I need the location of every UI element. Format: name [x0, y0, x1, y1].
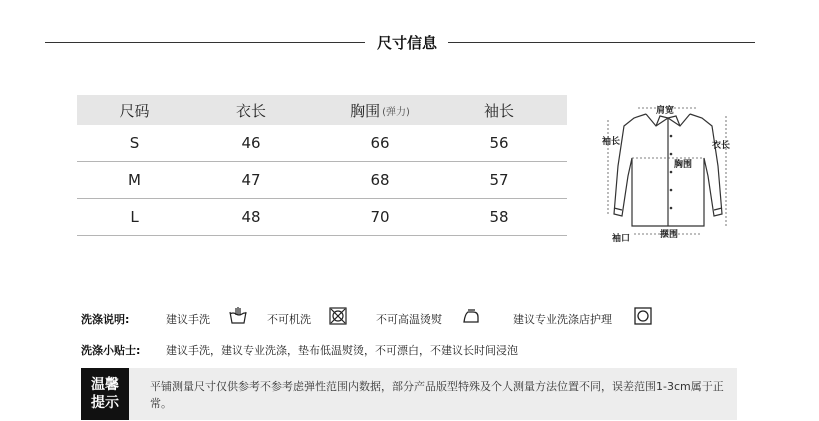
- cell-size: S: [129, 134, 140, 152]
- label-sleeve: 袖长: [602, 137, 621, 147]
- header-chest: [310, 95, 450, 125]
- cell-size: M: [128, 171, 141, 189]
- notice-text: 平铺测量尺寸仅供参考不参考虑弹性范围内数据，部分产品版型特殊及个人测量方法位置不同，误差范围1-3cm属于正常。: [150, 380, 724, 410]
- cell-chest: 68: [370, 171, 390, 189]
- label-cuff: 袖口: [612, 234, 631, 244]
- shirt-outline-icon: [598, 96, 738, 244]
- header-chest-label: 胸围: [350, 101, 381, 120]
- care-item-label: 建议手洗: [166, 313, 210, 326]
- header-rule-right: [448, 42, 755, 43]
- notice-head-line1: 温馨: [91, 377, 119, 393]
- low-iron-icon: [461, 306, 481, 326]
- no-machine-wash-icon: [328, 306, 348, 326]
- notice-head-line2: 提示: [91, 395, 119, 411]
- tips-label: 洗涤小贴士:: [81, 344, 141, 357]
- tips-text: 建议手洗，建议专业洗涤，垫布低温熨烫，不可漂白，不建议长时间浸泡: [166, 344, 518, 357]
- cell-length: 47: [241, 171, 261, 189]
- cell-sleeve: 56: [489, 134, 509, 152]
- table-row: [77, 125, 567, 162]
- table-row: [77, 162, 567, 199]
- hand-wash-icon: [228, 306, 248, 326]
- shirt-diagram: [598, 96, 738, 244]
- professional-clean-icon: [633, 306, 653, 326]
- header-chest-note: (弹力): [382, 106, 410, 118]
- table-row: [77, 199, 567, 236]
- care-item-label: 不可机洗: [267, 313, 311, 326]
- cell-length: 46: [241, 134, 261, 152]
- section-title: 尺寸信息: [376, 34, 437, 52]
- care-label: 洗涤说明:: [81, 313, 130, 326]
- care-item-label: 建议专业洗涤店护理: [513, 313, 612, 326]
- header-size: 尺码: [119, 101, 150, 120]
- header-sleeve: 袖长: [483, 101, 514, 120]
- label-hem: 摆围: [660, 230, 679, 240]
- cell-size: L: [130, 208, 139, 226]
- cell-chest: 66: [370, 134, 390, 152]
- label-chest: 胸围: [674, 160, 693, 170]
- label-length: 衣长: [712, 141, 731, 151]
- cell-sleeve: 57: [489, 171, 509, 189]
- care-item-label: 不可高温烫熨: [376, 313, 442, 326]
- cell-chest: 70: [370, 208, 390, 226]
- label-shoulder: 肩宽: [656, 106, 675, 116]
- header-rule-left: [45, 42, 365, 43]
- notice-badge: [81, 368, 129, 420]
- cell-sleeve: 58: [489, 208, 509, 226]
- size-table: [77, 95, 567, 236]
- size-table-header: [77, 95, 567, 125]
- header-length: 衣长: [235, 101, 266, 120]
- cell-length: 48: [241, 208, 261, 226]
